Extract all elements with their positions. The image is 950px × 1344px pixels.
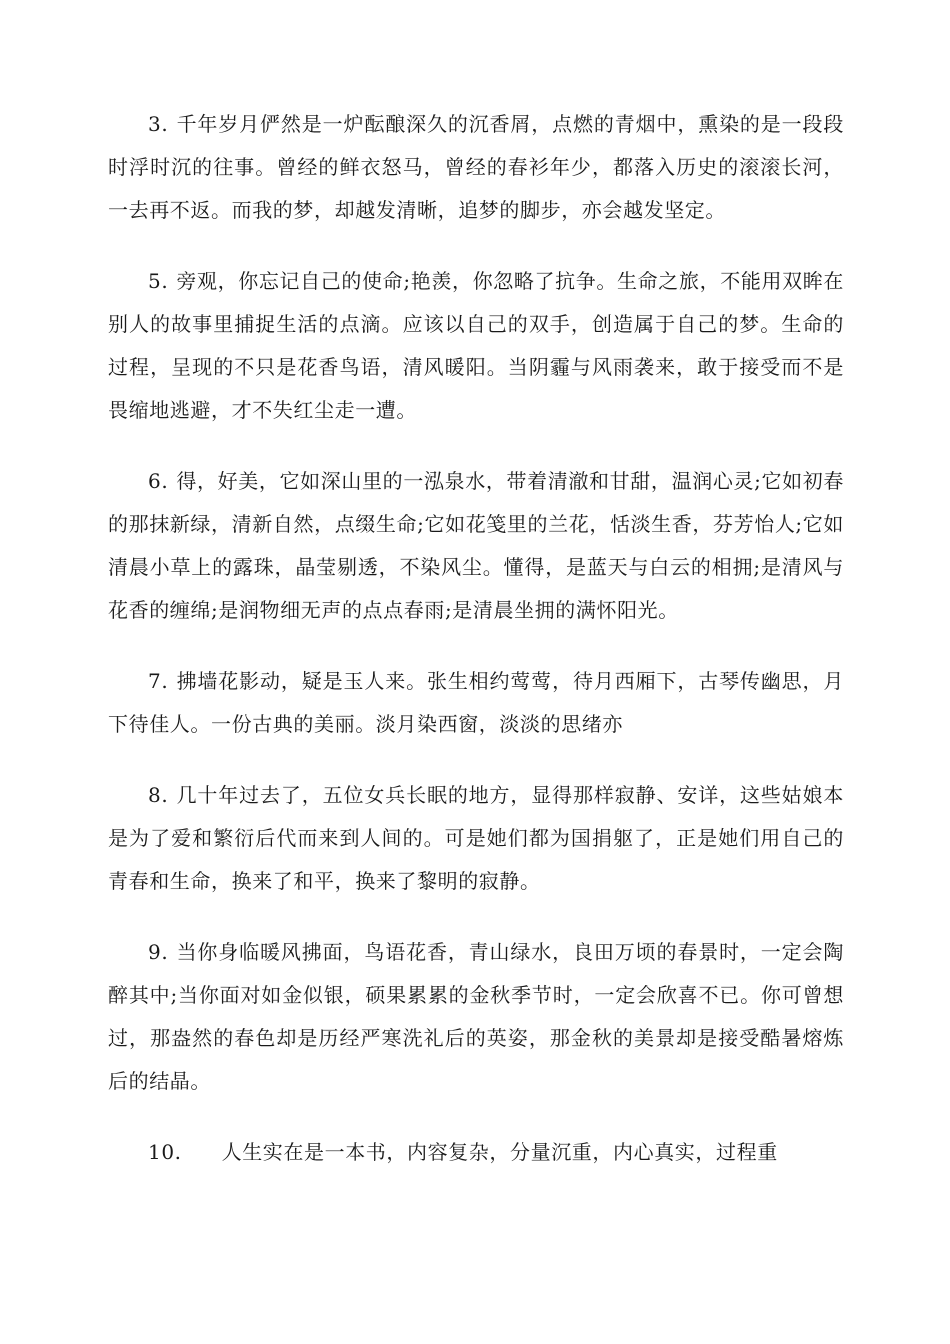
paragraph-number: 9.: [148, 940, 169, 964]
paragraph-9: [108, 931, 844, 1103]
paragraph-text: 人生实在是一本书，内容复杂，分量沉重，内心真实，过程重: [221, 1140, 778, 1164]
paragraph-number: 10.: [148, 1140, 182, 1164]
paragraph-number: 3.: [148, 112, 169, 136]
paragraph-6: [108, 460, 844, 632]
paragraph-7: [108, 660, 844, 746]
paragraph-text: 当你身临暖风拂面，鸟语花香，青山绿水，良田万顷的春景时，一定会陶醉其中;当你面对如金似银，硕果累累的金秋季节时，一定会欣喜不已。你可曾想过，那盎然的春色却是历经严寒洗礼后的英姿，那金秋的美景却是接受酷暑熔炼后的结晶。: [108, 940, 844, 1093]
paragraph-10: [108, 1131, 844, 1174]
document-body: [108, 103, 844, 1202]
paragraph-text: 千年岁月俨然是一炉酝酿深久的沉香屑，点燃的青烟中，熏染的是一段段时浮时沉的往事。曾经的鲜衣怒马，曾经的春衫年少，都落入历史的滚滚长河，一去再不返。而我的梦，却越发清晰，追梦的脚步，亦会越发坚定。: [108, 112, 844, 222]
paragraph-number: 8.: [148, 783, 169, 807]
paragraph-text: 得，好美，它如深山里的一泓泉水，带着清澈和甘甜，温润心灵;它如初春的那抹新绿，清新自然，点缀生命;它如花笺里的兰花，恬淡生香，芬芳怡人;它如清晨小草上的露珠，晶莹剔透，不染风尘。懂得，是蓝天与白云的相拥;是清风与花香的缠绵;是润物细无声的点点春雨;是清晨坐拥的满怀阳光。: [108, 469, 844, 622]
paragraph-5: [108, 260, 844, 432]
paragraph-number: 5.: [148, 269, 169, 293]
paragraph-text: 几十年过去了，五位女兵长眠的地方，显得那样寂静、安详，这些姑娘本是为了爱和繁衍后代而来到人间的。可是她们都为国捐躯了，正是她们用自己的青春和生命，换来了和平，换来了黎明的寂静。: [108, 783, 844, 893]
paragraph-8: [108, 774, 844, 903]
paragraph-3: [108, 103, 844, 232]
paragraph-number: 6.: [148, 469, 169, 493]
paragraph-number: 7.: [148, 669, 169, 693]
paragraph-text: 拂墙花影动，疑是玉人来。张生相约莺莺，待月西厢下，古琴传幽思，月下待佳人。一份古典的美丽。淡月染西窗，淡淡的思绪亦: [108, 669, 844, 736]
paragraph-text: 旁观，你忘记自己的使命;艳羡，你忽略了抗争。生命之旅，不能用双眸在别人的故事里捕捉生活的点滴。应该以自己的双手，创造属于自己的梦。生命的过程，呈现的不只是花香鸟语，清风暖阳。当阴霾与风雨袭来，敢于接受而不是畏缩地逃避，才不失红尘走一遭。: [108, 269, 844, 422]
